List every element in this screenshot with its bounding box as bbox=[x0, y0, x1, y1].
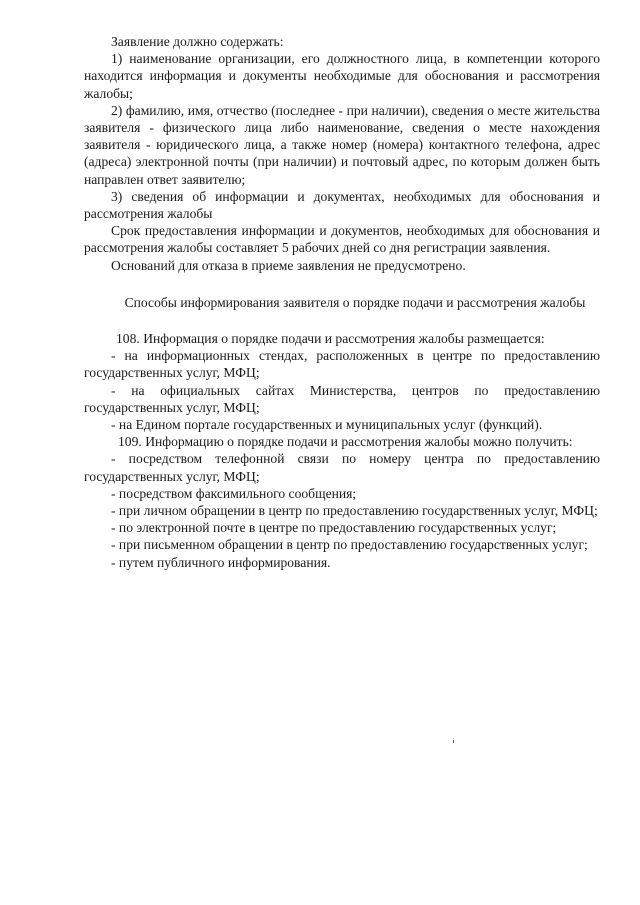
item-2: 2) фамилию, имя, отчество (последнее - при наличии), сведения о месте жительства заявителя - физического лица либо наименование, сведения о месте нахождения заявителя - юридического лица, а также номер (номера) контактного телефона, адрес (адреса) электронной почты (при наличии) и почтовый адрес, по которым должен быть направлен ответ заявителю; bbox=[84, 102, 600, 187]
list-item: - при личном обращении в центр по предоставлению государственных услуг, МФЦ; bbox=[111, 503, 598, 519]
intro-line: Заявление должно содержать: bbox=[111, 34, 284, 49]
item-1: 1) наименование организации, его должностного лица, в компетенции которого находится информация и документы необходимые для обоснования и рассмотрения жалобы; bbox=[84, 51, 600, 101]
list-item: - посредством телефонной связи по номеру центра по предоставлению государственных услуг, МФЦ; bbox=[84, 451, 600, 484]
item-3: 3) сведения об информации и документах, необходимых для обоснования и рассмотрения жалобы bbox=[84, 188, 600, 222]
list-item: - путем публичного информирования. bbox=[111, 554, 331, 570]
paragraph-109: 109. Информацию о порядке подачи и рассмотрения жалобы можно получить: bbox=[118, 434, 573, 450]
term-paragraph: Срок предоставления информации и документов, необходимых для обоснования и рассмотрения жалобы составляет 5 рабочих дней со дня регистрации заявления. bbox=[84, 223, 600, 256]
list-item: - при письменном обращении в центр по предоставлению государственных услуг; bbox=[111, 537, 588, 553]
list-item: - на информационных стендах, расположенных в центре по предоставлению государственных услуг, МФЦ; bbox=[84, 348, 600, 381]
paragraph-108: 108. Информация о порядке подачи и рассмотрения жалобы размещается: bbox=[116, 331, 545, 347]
list-item: - на Едином портале государственных и муниципальных услуг (функций). bbox=[111, 417, 543, 433]
list-item: - посредством факсимильного сообщения; bbox=[111, 485, 357, 501]
list-item: - по электронной почте в центре по предоставлению государственных услуг; bbox=[111, 520, 557, 536]
refusal-paragraph: Оснований для отказа в приеме заявления не предусмотрено. bbox=[111, 257, 466, 273]
section-title: Способы информирования заявителя о порядке подачи и рассмотрения жалобы bbox=[124, 294, 586, 310]
list-item: - на официальных сайтах Министерства, центров по предоставлению государственных услуг, МФЦ; bbox=[84, 382, 600, 415]
scan-speck bbox=[453, 740, 454, 743]
